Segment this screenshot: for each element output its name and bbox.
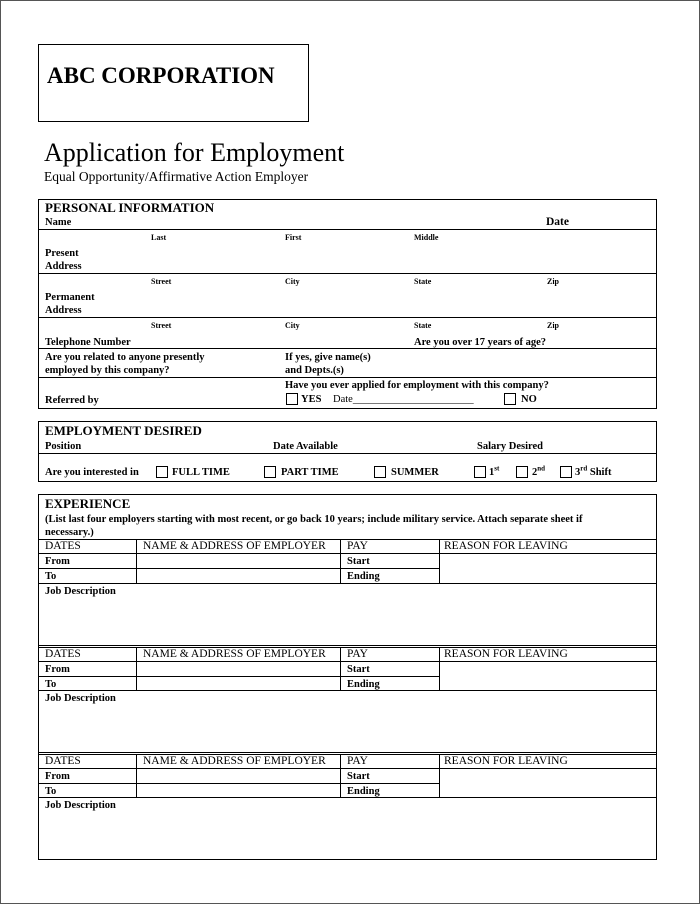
employer-3-name-header: NAME & ADDRESS OF EMPLOYER xyxy=(143,755,326,767)
third-shift-label: 3rd Shift xyxy=(575,464,612,478)
part-time-label: PART TIME xyxy=(281,467,339,478)
age-question: Are you over 17 years of age? xyxy=(414,337,546,348)
street-caption-2: Street xyxy=(151,321,172,330)
employer-1-to-label: To xyxy=(45,571,57,582)
employer-3-to-label: To xyxy=(45,786,57,797)
employer-1-job-description-label: Job Description xyxy=(45,586,116,597)
employer-1-start-label: Start xyxy=(347,556,370,567)
city-caption-1: City xyxy=(285,277,300,286)
no-checkbox[interactable] xyxy=(504,393,516,405)
employer-3-header-line xyxy=(39,768,656,769)
position-line[interactable] xyxy=(39,453,656,454)
date-available-label: Date Available xyxy=(273,441,338,452)
employer-2-to-label: To xyxy=(45,679,57,690)
experience-instructions-1: (List last four employers starting with most recent, or go back 10 years; include military service. Attach separate sheet if xyxy=(45,514,583,525)
employer-3-divider-b xyxy=(340,754,341,797)
form-title: Application for Employment xyxy=(44,138,345,167)
present-address-line[interactable] xyxy=(39,273,656,274)
employer-1-pay-header: PAY xyxy=(347,540,368,552)
employer-2-start-label: Start xyxy=(347,664,370,675)
full-time-label: FULL TIME xyxy=(172,467,230,478)
employer-1-to-line[interactable] xyxy=(39,583,656,584)
yes-label: YES xyxy=(301,394,322,405)
experience-instructions-2: necessary.) xyxy=(45,527,94,538)
experience-heading: EXPERIENCE xyxy=(45,496,131,511)
related-question-2: employed by this company? xyxy=(45,365,170,376)
employer-2-dates-header: DATES xyxy=(45,648,81,660)
employer-1-ending-label: Ending xyxy=(347,571,380,582)
second-shift-label: 2nd xyxy=(532,464,546,478)
full-time-checkbox[interactable] xyxy=(156,466,168,478)
employer-2-name-header: NAME & ADDRESS OF EMPLOYER xyxy=(143,648,326,660)
employment-heading: EMPLOYMENT DESIRED xyxy=(45,423,202,438)
present-label-1: Present xyxy=(45,248,79,259)
employer-2-from-line[interactable] xyxy=(39,676,439,677)
name-field-line[interactable] xyxy=(39,229,656,230)
employer-1-from-label: From xyxy=(45,556,70,567)
second-shift-checkbox[interactable] xyxy=(516,466,528,478)
telephone-line[interactable] xyxy=(39,348,656,349)
employer-1-name-header: NAME & ADDRESS OF EMPLOYER xyxy=(143,540,326,552)
name-label: Name xyxy=(45,217,72,228)
telephone-label: Telephone Number xyxy=(45,337,131,348)
personal-heading: PERSONAL INFORMATION xyxy=(45,200,215,215)
zip-caption-2: Zip xyxy=(547,321,560,330)
first-shift-checkbox[interactable] xyxy=(474,466,486,478)
summer-label: SUMMER xyxy=(391,467,439,478)
employer-3-start-label: Start xyxy=(347,771,370,782)
state-caption-1: State xyxy=(414,277,432,286)
employer-3-job-description-label: Job Description xyxy=(45,800,116,811)
employer-2-job-description-label: Job Description xyxy=(45,693,116,704)
company-name: ABC CORPORATION xyxy=(47,63,275,88)
employer-3-ending-label: Ending xyxy=(347,786,380,797)
zip-caption-1: Zip xyxy=(547,277,560,286)
employment-desired-section xyxy=(38,421,657,482)
employer-3-dates-header: DATES xyxy=(45,755,81,767)
employer-3-from-line[interactable] xyxy=(39,783,439,784)
date-label: Date xyxy=(546,216,569,228)
employer-2-divider-a xyxy=(136,647,137,690)
employer-3-divider-c xyxy=(439,754,440,797)
yes-checkbox[interactable] xyxy=(286,393,298,405)
personal-information-section xyxy=(38,199,657,409)
employer-1-dates-header: DATES xyxy=(45,540,81,552)
employer-2-job-description-area[interactable] xyxy=(39,752,656,753)
permanent-label-1: Permanent xyxy=(45,292,95,303)
ifyes-label-2: and Depts.(s) xyxy=(285,365,344,376)
employer-2-divider-c xyxy=(439,647,440,690)
employer-2-reason-header: REASON FOR LEAVING xyxy=(444,648,568,660)
employer-2-ending-label: Ending xyxy=(347,679,380,690)
employer-3-pay-header: PAY xyxy=(347,755,368,767)
employer-2-to-line[interactable] xyxy=(39,690,656,691)
first-caption: First xyxy=(285,233,302,242)
employer-3-divider-a xyxy=(136,754,137,797)
employer-2-pay-header: PAY xyxy=(347,648,368,660)
form-subtitle: Equal Opportunity/Affirmative Action Employer xyxy=(44,169,309,184)
part-time-checkbox[interactable] xyxy=(264,466,276,478)
employer-1-divider-b xyxy=(340,539,341,583)
summer-checkbox[interactable] xyxy=(374,466,386,478)
last-caption: Last xyxy=(151,233,167,242)
employer-2-header-line xyxy=(39,661,656,662)
permanent-address-line[interactable] xyxy=(39,317,656,318)
employer-2-from-label: From xyxy=(45,664,70,675)
third-shift-checkbox[interactable] xyxy=(560,466,572,478)
employer-3-reason-header: REASON FOR LEAVING xyxy=(444,755,568,767)
street-caption-1: Street xyxy=(151,277,172,286)
experience-section xyxy=(38,494,657,860)
position-label: Position xyxy=(45,441,82,452)
permanent-label-2: Address xyxy=(45,305,82,316)
present-label-2: Address xyxy=(45,261,82,272)
employer-1-from-line[interactable] xyxy=(39,568,439,569)
employer-3-to-line[interactable] xyxy=(39,797,656,798)
related-question-1: Are you related to anyone presently xyxy=(45,352,205,363)
no-label: NO xyxy=(521,394,537,405)
ifyes-label-1: If yes, give name(s) xyxy=(285,352,371,363)
city-caption-2: City xyxy=(285,321,300,330)
salary-label: Salary Desired xyxy=(477,441,544,452)
referred-label: Referred by xyxy=(45,395,99,406)
employer-1-reason-header: REASON FOR LEAVING xyxy=(444,540,568,552)
employer-1-divider-a xyxy=(136,539,137,583)
company-logo-box xyxy=(38,44,309,122)
employer-2-divider-b xyxy=(340,647,341,690)
applied-date-line[interactable]: Date_______________________ xyxy=(333,394,474,405)
employer-1-job-description-area[interactable] xyxy=(39,645,656,646)
employer-1-divider-c xyxy=(439,539,440,583)
related-line[interactable] xyxy=(39,377,656,378)
first-shift-label: 1st xyxy=(489,464,500,478)
applied-question: Have you ever applied for employment with this company? xyxy=(285,380,549,391)
state-caption-2: State xyxy=(414,321,432,330)
middle-caption: Middle xyxy=(414,233,439,242)
employer-3-from-label: From xyxy=(45,771,70,782)
interest-label: Are you interested in xyxy=(45,467,139,478)
employer-1-header-line xyxy=(39,553,656,554)
